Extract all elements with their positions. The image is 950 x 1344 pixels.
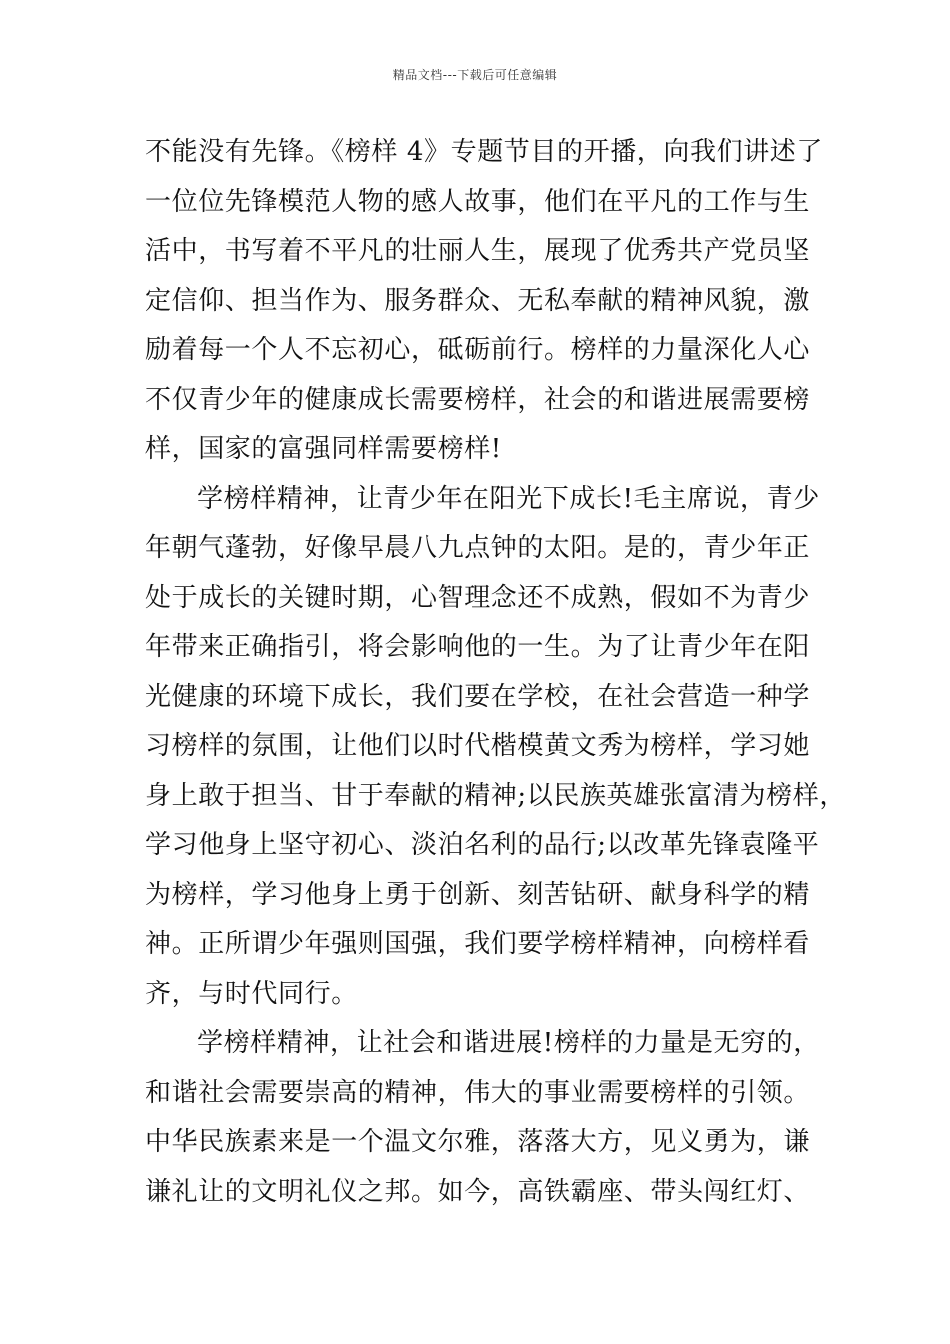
text-line: 励着每一个人不忘初心，砥砺前行。榜样的力量深化人心: [145, 335, 811, 365]
document-body: [145, 128, 846, 1217]
text-line: 不仅青少年的健康成长需要榜样，社会的和谐进展需要榜: [145, 384, 811, 415]
text-line: 学习他身上坚守初心、淡泊名利的品行;以改革先锋袁隆平: [145, 830, 820, 860]
text-line: 为榜样，学习他身上勇于创新、刻苦钻研、献身科学的精: [145, 879, 811, 910]
page-header: 精品文档---下载后可任意编辑: [392, 68, 558, 82]
paragraph-start-line: 学榜样精神，让社会和谐进展!榜样的力量是无穷的，: [197, 1028, 820, 1058]
text-line: 一位位先锋模范人物的感人故事，他们在平凡的工作与生: [145, 186, 811, 217]
paragraph-start-line: 学榜样精神，让青少年在阳光下成长!毛主席说，青少: [197, 483, 820, 514]
text-line: 不能没有先锋。《榜样 4》专题节目的开播，向我们讲述了: [145, 137, 824, 167]
text-line: 活中，书写着不平凡的壮丽人生，展现了优秀共产党员坚: [145, 236, 811, 266]
text-line: 定信仰、担当作为、服务群众、无私奉献的精神风貌，激: [145, 285, 811, 316]
text-line: 年带来正确指引，将会影响他的一生。为了让青少年在阳: [145, 632, 811, 662]
text-line: 齐，与时代同行。: [145, 978, 358, 1009]
text-line: 和谐社会需要崇高的精神，伟大的事业需要榜样的引领。: [145, 1077, 811, 1108]
text-line: 习榜样的氛围，让他们以时代楷模黄文秀为榜样，学习她: [145, 731, 811, 761]
text-line: 中华民族素来是一个温文尔雅，落落大方，见义勇为，谦: [145, 1127, 811, 1157]
text-line: 样，国家的富强同样需要榜样!: [145, 434, 502, 464]
text-line: 光健康的环境下成长，我们要在学校，在社会营造一种学: [145, 681, 811, 712]
text-line: 谦礼让的文明礼仪之邦。如今，高铁霸座、带头闯红灯、: [145, 1176, 811, 1207]
text-line: 年朝气蓬勃，好像早晨八九点钟的太阳。是的，青少年正: [145, 533, 811, 563]
text-line: 身上敢于担当、甘于奉献的精神;以民族英雄张富清为榜样，: [145, 780, 846, 811]
text-line: 神。正所谓少年强则国强，我们要学榜样精神，向榜样看: [145, 929, 811, 959]
text-line: 处于成长的关键时期，心智理念还不成熟，假如不为青少: [145, 582, 811, 613]
